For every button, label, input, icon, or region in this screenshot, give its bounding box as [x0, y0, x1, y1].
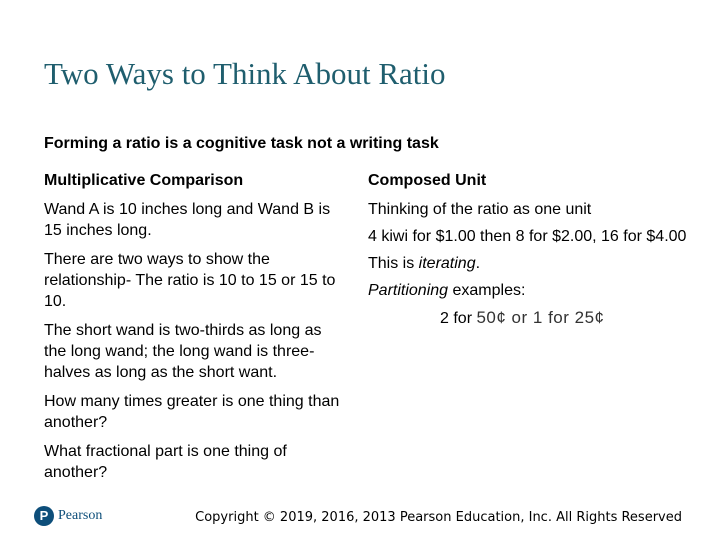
partitioning-suffix: examples: [448, 282, 526, 299]
left-paragraph: Wand A is 10 inches long and Wand B is 15 inches long. [44, 201, 331, 239]
slide-subtitle: Forming a ratio is a cognitive task not a writing task [44, 135, 439, 152]
right-paragraph: Thinking of the ratio as one unit [368, 201, 592, 218]
example-prefix: 2 for [440, 310, 477, 327]
right-column-heading: Composed Unit [368, 172, 487, 189]
left-paragraph: There are two ways to show the relationship- The ratio is 10 to 15 or 15 to 10. [44, 251, 336, 310]
iterating-suffix: . [475, 255, 481, 272]
left-column-heading: Multiplicative Comparison [44, 172, 244, 189]
slide-footer [0, 504, 720, 532]
copyright-notice: Copyright © 2019, 2016, 2013 Pearson Education, Inc. All Rights Reserved [195, 510, 682, 525]
left-paragraph: The short wand is two-thirds as long as the long wand; the long wand is three-halves as long as the short want. [44, 322, 322, 381]
right-paragraph [368, 253, 688, 274]
left-paragraph: How many times greater is one thing than another? [44, 393, 340, 431]
right-column [368, 171, 688, 335]
left-paragraph: What fractional part is one thing of another? [44, 443, 287, 481]
partition-example [368, 307, 688, 329]
pearson-logo-icon: P [34, 506, 54, 526]
right-paragraph: 4 kiwi for $1.00 then 8 for $2.00, 16 for $4.00 [368, 228, 687, 245]
right-paragraph [368, 280, 688, 301]
iterating-prefix: This is [368, 255, 419, 272]
left-column [44, 171, 344, 491]
iterating-term: iterating [418, 255, 476, 272]
example-tail: 50¢ or 1 for 25¢ [476, 308, 605, 327]
partitioning-term: Partitioning [368, 282, 449, 299]
slide-title: Two Ways to Think About Ratio [44, 56, 446, 91]
pearson-logo [34, 506, 102, 526]
pearson-logo-word: Pearson [58, 508, 103, 523]
